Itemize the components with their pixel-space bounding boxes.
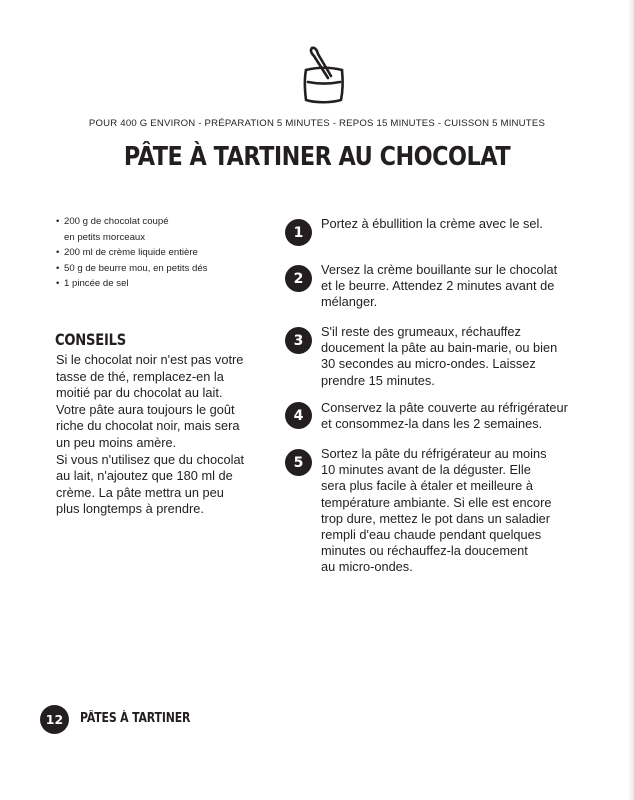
ingredient-item: • 200 g de chocolat coupé en petits morceaux <box>56 214 276 245</box>
recipe-meta: POUR 400 G ENVIRON - PRÉPARATION 5 MINUTES - REPOS 15 MINUTES - CUISSON 5 MINUTES <box>88 118 546 129</box>
step-text: Conservez la pâte couverte au réfrigérateur et consommez-la dans les 2 semaines. <box>321 400 568 432</box>
tips-heading: CONSEILS <box>55 330 126 349</box>
step-number-badge: 5 <box>285 449 312 476</box>
step-text: Portez à ébullition la crème avec le sel. <box>321 216 543 231</box>
step-number-badge: 2 <box>285 265 312 292</box>
ingredient-item: • 1 pincée de sel <box>56 276 276 292</box>
ingredient-item: • 200 ml de crème liquide entière <box>56 245 276 261</box>
recipe-title: PÂTE À TARTINER AU CHOCOLAT <box>123 142 511 172</box>
step-number-badge: 1 <box>285 219 312 246</box>
step-number-badge: 3 <box>285 327 312 354</box>
section-label: PÂTES À TARTINER <box>80 711 191 726</box>
tips-text: Si le chocolat noir n'est pas votre tasse de thé, remplacez-en la moitié par du chocolat au lait. Votre pâte aura toujours le goût riche du chocolat noir, mais sera un peu moins amère. Si vous n'utilisez que du chocolat au lait, n'ajoutez que 180 ml de crème. La pâte mettra un peu plus longtemps à prendre. <box>56 352 245 517</box>
ingredients-list <box>56 214 276 292</box>
step-text: S'il reste des grumeaux, réchauffez doucement la pâte au bain-marie, ou bien 30 secondes au micro-ondes. Laissez prendre 15 minutes. <box>321 324 558 388</box>
jar-with-spoon-icon <box>298 44 348 106</box>
page-number-badge: 12 <box>40 705 69 734</box>
step-text: Versez la crème bouillante sur le chocolat et le beurre. Attendez 2 minutes avant de mélanger. <box>321 262 558 310</box>
ingredient-item: • 50 g de beurre mou, en petits dés <box>56 261 276 277</box>
step-text: Sortez la pâte du réfrigérateur au moins 10 minutes avant de la déguster. Elle sera plus facile à étaler et meilleure à température ambiante. Si elle est encore trop dure, mettez le pot dans un saladier rempli d'eau chaude pendant quelques minutes ou réchauffez-la doucement au micro-ondes. <box>321 446 552 575</box>
step-number-badge: 4 <box>285 402 312 429</box>
